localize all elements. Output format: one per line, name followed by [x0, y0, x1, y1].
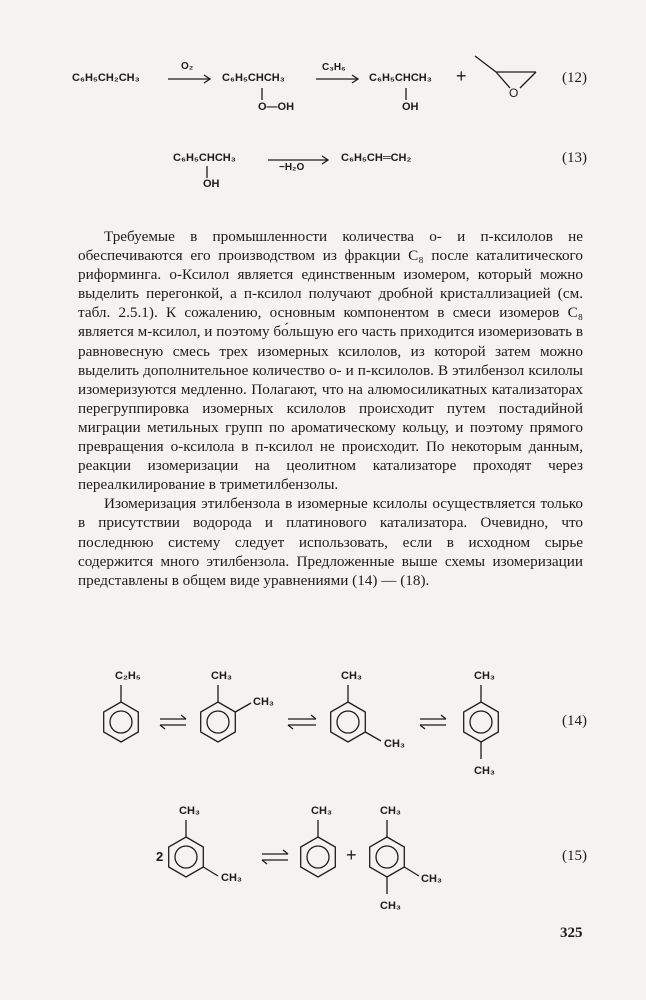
ethyl-substituent: C₂H₅	[115, 670, 141, 682]
eq12-reagent-c3h6: C₃H₆	[322, 62, 346, 73]
eq13-reactant: C₆H₅CHCH₃	[173, 152, 236, 164]
eq15-m-xylene-structure	[169, 805, 242, 884]
propylene-oxide-structure	[475, 56, 536, 88]
ethylbenzene-structure	[104, 670, 141, 742]
eq13-arrow	[268, 156, 328, 164]
eq13-product: C₆H₅CH═CH₂	[341, 152, 412, 164]
eq12-number: (12)	[562, 70, 587, 86]
eq15-coefficient: 2	[156, 849, 164, 864]
eq12-arrow-1	[168, 75, 210, 83]
m-xylene-methyl-1: CH₃	[341, 670, 362, 682]
page-number: 325	[560, 925, 583, 941]
eq14-number: (14)	[562, 713, 587, 729]
eq15-m-xylene-methyl-1: CH₃	[179, 805, 200, 817]
equilibrium-arrow-3	[420, 715, 446, 729]
equilibrium-arrow-2	[288, 715, 316, 729]
eq12-alcohol: C₆H₅CHCH₃	[369, 72, 432, 84]
eq12-reactant: C₆H₅CH₂CH₃	[72, 72, 140, 84]
eq12-arrow-2	[316, 75, 358, 83]
paragraph-1: Требуемые в промышленности количества о- и п-ксилолов не обеспечиваются его производством из фракции C₈ после каталитического риформинга. о-Ксилол является единственным изомером, который можно выделить перегонкой, а п-ксилол получают дробной кристаллизацией (см. табл. 2.5.1). К сожалению, основным компонентом в смеси изомеров C₈ является м-ксилол, и поэтому бо́льшую его часть приходится изомеризовать в равновесную смесь трех изомерных ксилолов, из которой затем можно выделить дополнительное количество о- и п-ксилолов. В этилбензол ксилолы изомеризуются медленно. Полагают, что на алюмосиликатных катализаторах перегруппировка изомерных ксилолов происходит путем постадийной миграции метильных групп по ароматическому кольцу, и поэтому прямого превращения о-ксилола в п-ксилол не происходит. По некоторым данным, реакции изомеризации на цеолитном катализаторе проходят через переалкилирование в триметилбензолы.	[78, 228, 583, 494]
toluene-methyl: CH₃	[311, 805, 332, 817]
tmb-methyl-2: CH₃	[421, 873, 442, 885]
eq15-m-xylene-methyl-2: CH₃	[221, 872, 242, 884]
equilibrium-arrow-1	[160, 715, 186, 729]
epoxide-oxygen: O	[509, 86, 519, 100]
o-xylene-methyl-2: CH₃	[253, 696, 274, 708]
eq12-hydroperoxide: C₆H₅CHCH₃	[222, 72, 285, 84]
o-xylene-structure	[201, 670, 274, 742]
tmb-methyl-3: CH₃	[380, 900, 401, 912]
p-xylene-methyl-2: CH₃	[474, 765, 495, 777]
eq13-reactant-group: OH	[203, 178, 220, 190]
eq12-plus: +	[456, 66, 467, 86]
equilibrium-arrow-4	[262, 850, 288, 864]
o-xylene-methyl-1: CH₃	[211, 670, 232, 682]
eq13-number: (13)	[562, 150, 587, 166]
eq12-reagent-o2: O₂	[181, 61, 194, 72]
p-xylene-methyl-1: CH₃	[474, 670, 495, 682]
eq15-number: (15)	[562, 848, 587, 864]
eq12-alcohol-group: OH	[402, 101, 419, 113]
eq12-hydroperoxide-group: O—OH	[258, 101, 295, 113]
paragraph-2: Изомеризация этилбензола в изомерные ксилолы осуществляется только в присутствии водорода и платинового катализатора. Очевидно, что последнюю систему следует использовать, если в исходном сырье содержится много этилбензола. Предложенные выше схемы изомеризации представлены в общем виде уравнениями (14) — (18).	[78, 495, 583, 589]
m-xylene-structure	[331, 670, 405, 750]
toluene-structure	[301, 805, 336, 877]
eq13-reagent: −H₂O	[279, 162, 305, 173]
p-xylene-structure	[464, 670, 499, 777]
trimethylbenzene-structure	[370, 805, 442, 912]
tmb-methyl-1: CH₃	[380, 805, 401, 817]
m-xylene-methyl-2: CH₃	[384, 738, 405, 750]
eq15-plus: +	[346, 845, 357, 865]
